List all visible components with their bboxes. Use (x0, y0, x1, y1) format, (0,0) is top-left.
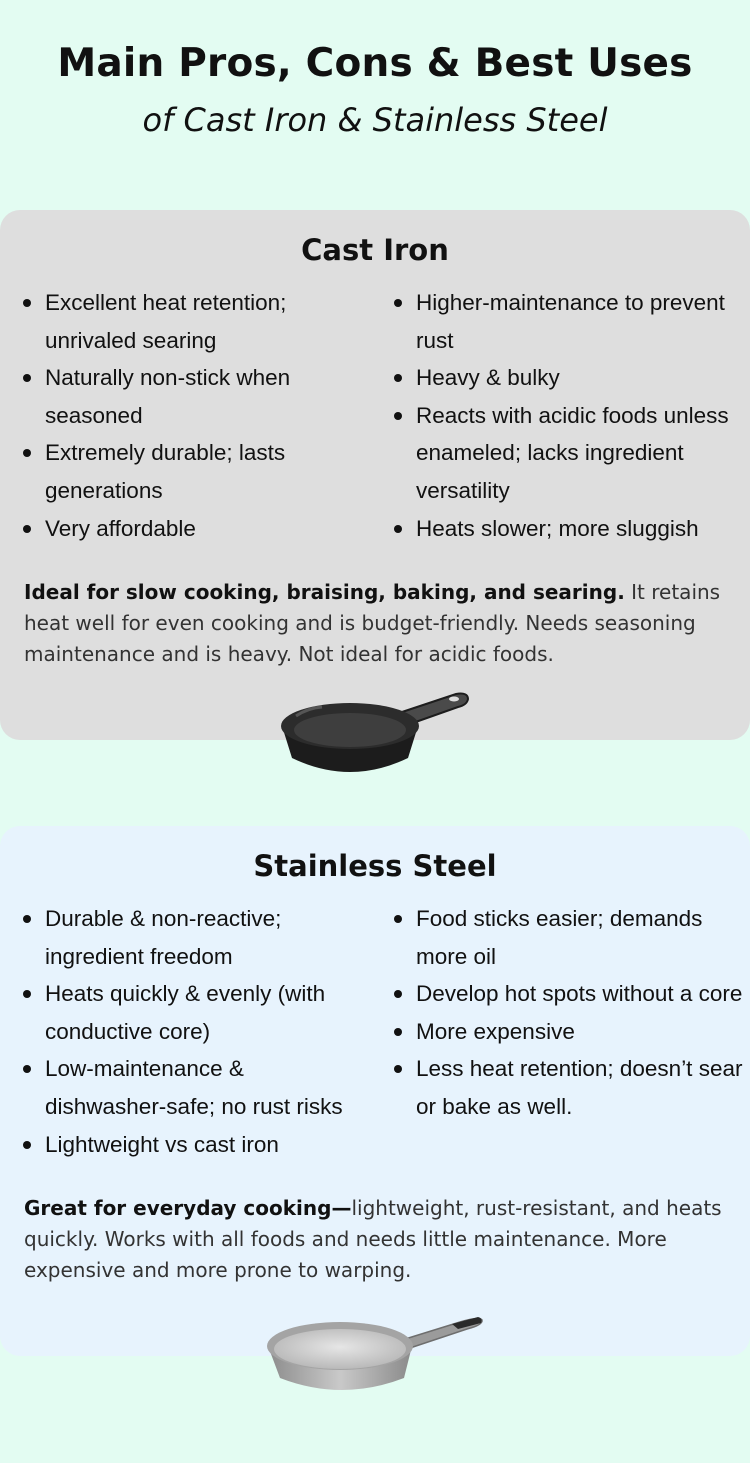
stainless-steel-con: Food sticks easier; demands more oil (393, 900, 750, 975)
cast-iron-card (0, 210, 750, 740)
cast-iron-summary-text: It retains heat well for even cooking and is budget-friendly. Needs seasoning maintenance and is heavy. Not ideal for acidic foods. (24, 580, 721, 666)
cast-iron-pros-list (22, 284, 352, 547)
stainless-steel-cons-list (393, 900, 750, 1126)
cast-iron-cons-list (393, 284, 750, 547)
stainless-steel-pro: Durable & non-reactive; ingredient freedom (22, 900, 352, 975)
stainless-steel-con: Develop hot spots without a core (393, 975, 750, 1013)
page-subtitle: of Cast Iron & Stainless Steel (142, 101, 608, 139)
stainless-steel-con: Less heat retention; doesn’t sear or bake as well. (393, 1050, 750, 1125)
cast-iron-con: Heats slower; more sluggish (393, 510, 750, 548)
cast-iron-skillet-icon (278, 690, 474, 780)
stainless-steel-con: More expensive (393, 1013, 750, 1051)
stainless-steel-summary-text: lightweight, rust-resistant, and heats quickly. Works with all foods and needs little maintenance. More expensive and more prone to warping. (24, 1196, 722, 1282)
cast-iron-summary (24, 577, 724, 670)
cast-iron-title: Cast Iron (301, 233, 449, 267)
stainless-steel-summary (24, 1193, 724, 1286)
cast-iron-con: Higher-maintenance to prevent rust (393, 284, 750, 359)
cast-iron-pro: Excellent heat retention; unrivaled searing (22, 284, 352, 359)
stainless-steel-pro: Lightweight vs cast iron (22, 1126, 352, 1164)
stainless-steel-pro: Low-maintenance & dishwasher-safe; no rust risks (22, 1050, 352, 1125)
stainless-steel-summary-bold: Great for everyday cooking— (24, 1196, 352, 1220)
stainless-steel-title: Stainless Steel (253, 849, 497, 883)
stainless-steel-pros-list (22, 900, 352, 1163)
page-title: Main Pros, Cons & Best Uses (57, 41, 693, 86)
cast-iron-pro: Naturally non-stick when seasoned (22, 359, 352, 434)
stainless-steel-card (0, 826, 750, 1356)
cast-iron-pro: Extremely durable; lasts generations (22, 434, 352, 509)
cast-iron-summary-bold: Ideal for slow cooking, braising, baking, and searing. (24, 580, 625, 604)
cast-iron-con: Heavy & bulky (393, 359, 750, 397)
cast-iron-pro: Very affordable (22, 510, 352, 548)
stainless-steel-pro: Heats quickly & evenly (with conductive core) (22, 975, 352, 1050)
stainless-steel-pan-icon (262, 1312, 488, 1398)
header (0, 38, 750, 140)
cast-iron-con: Reacts with acidic foods unless enameled; lacks ingredient versatility (393, 397, 750, 510)
